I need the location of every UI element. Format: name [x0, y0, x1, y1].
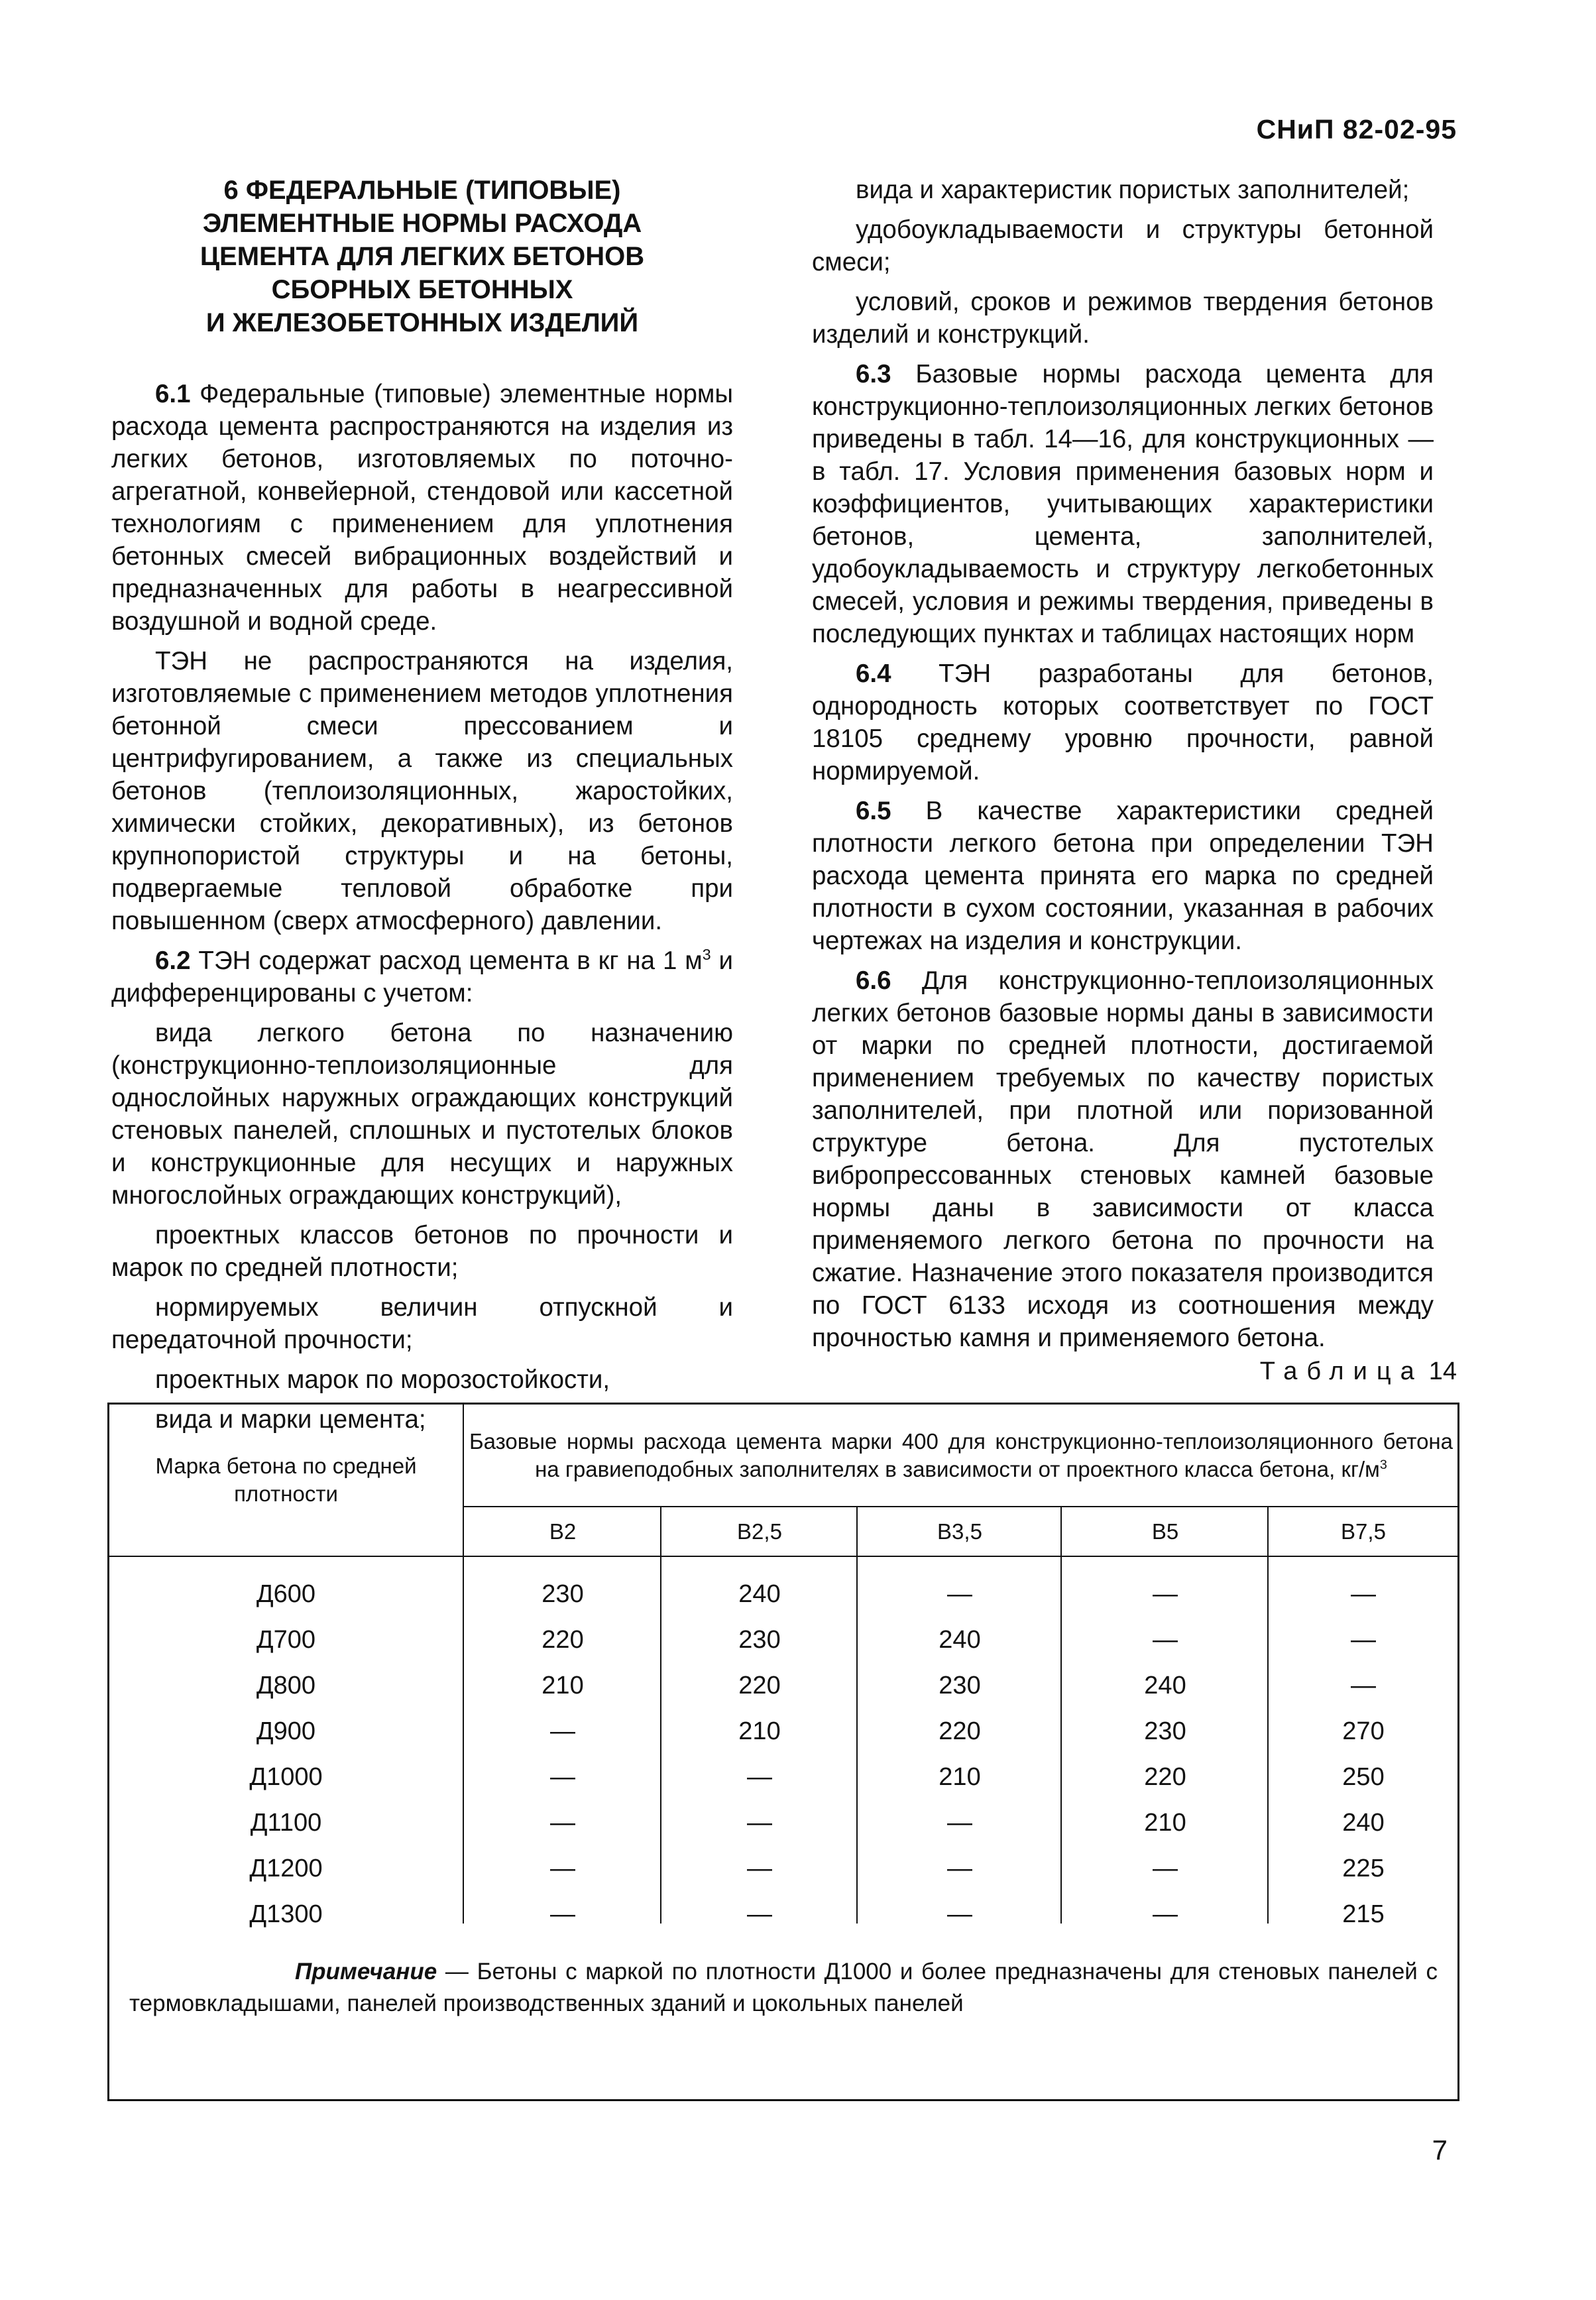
- column-header-cell: В2: [549, 1519, 577, 1544]
- section-title-line: И ЖЕЛЕЗОБЕТОННЫХ ИЗДЕЛИЙ: [205, 308, 639, 337]
- value-cell: —: [947, 1854, 972, 1882]
- section-title-line: 6 ФЕДЕРАЛЬНЫЕ (ТИПОВЫЕ): [223, 176, 621, 205]
- paragraph-number: 6.1: [155, 380, 191, 408]
- value-cell: 210: [939, 1762, 981, 1791]
- value-cell: —: [550, 1808, 575, 1837]
- document-code: СНиП 82-02-95: [1256, 114, 1457, 144]
- list-item: проектных марок по морозостойкости,: [155, 1365, 610, 1394]
- value-cell: 220: [939, 1717, 981, 1745]
- group-header-cell: [464, 1405, 1458, 1506]
- value-cell: —: [1153, 1854, 1178, 1882]
- table-rule: [1267, 1506, 1269, 1556]
- section-title-line: СБОРНЫХ БЕТОННЫХ: [271, 275, 573, 304]
- note-text: — Бетоны с маркой по плотности Д1000 и более предназначены для стеновых панелей с термовкладышами, панелей производственных зданий и цокольных панелей: [129, 1959, 1438, 2016]
- value-cell: 230: [542, 1580, 584, 1608]
- table-caption: [1260, 1357, 1457, 1386]
- section-title-line: ЦЕМЕНТА ДЛЯ ЛЕГКИХ БЕТОНОВ: [200, 242, 645, 271]
- list-item: удобоукладываемости и структуры бетонной смеси;: [812, 215, 1434, 276]
- value-cell: 240: [1342, 1808, 1385, 1837]
- right-column: [812, 174, 1434, 1361]
- grade-cell: Д1000: [249, 1762, 323, 1791]
- value-cell: 240: [939, 1625, 981, 1654]
- value-cell: —: [947, 1808, 972, 1837]
- column-header-cell: В2,5: [737, 1519, 782, 1544]
- value-cell: 210: [1144, 1808, 1186, 1837]
- list-item: нормируемых величин отпускной и передаточной прочности;: [111, 1293, 733, 1354]
- value-cell: —: [1351, 1580, 1376, 1608]
- table-rule: [109, 1556, 1457, 1557]
- value-cell: 240: [738, 1580, 781, 1608]
- paragraph-6-2: [111, 945, 733, 1009]
- value-cell: 240: [1144, 1671, 1186, 1699]
- section-title-line: ЭЛЕМЕНТНЫЕ НОРМЫ РАСХОДА: [202, 209, 642, 238]
- value-cell: 270: [1342, 1717, 1385, 1745]
- grade-cell: Д900: [256, 1717, 316, 1745]
- value-cell: —: [550, 1717, 575, 1745]
- value-cell: —: [747, 1854, 772, 1882]
- value-cell: —: [1351, 1671, 1376, 1699]
- paragraph-text: и дифференцированы с учетом:: [111, 947, 734, 1007]
- table-note: [129, 1956, 1438, 2020]
- paragraph-text: ТЭН содержат расход цемента в кг на 1 м: [190, 947, 703, 975]
- value-cell: —: [550, 1900, 575, 1928]
- cement-norms-table: [107, 1403, 1459, 2101]
- table-caption-number: 14: [1428, 1357, 1457, 1385]
- grade-cell: Д700: [256, 1625, 316, 1654]
- value-cell: —: [1153, 1625, 1178, 1654]
- group-header-main: Базовые нормы расхода цемента марки 400 для конструкционно-теплоизоляционного бетона на гравиеподобных заполнителях в зависимости от проектного класса бетона, кг/м: [469, 1428, 1453, 1481]
- column-header-cell: В3,5: [937, 1519, 982, 1544]
- value-cell: —: [1153, 1580, 1178, 1608]
- grade-cell: Д600: [256, 1580, 316, 1608]
- paragraph-number: 6.6: [856, 966, 891, 995]
- paragraph-number: 6.4: [856, 660, 891, 688]
- value-cell: —: [947, 1580, 972, 1608]
- list-item: вида легкого бетона по назначению (конструкционно-теплоизоляционные для однослойных наружных ограждающих конструкций стеновых панелей, сплошных и пустотелых блоков и конструкционные для несущих и наружных многослойных ограждающих конструкций),: [111, 1019, 733, 1210]
- grade-cell: Д1300: [249, 1900, 323, 1928]
- value-cell: 230: [738, 1625, 781, 1654]
- value-cell: 210: [542, 1671, 584, 1699]
- paragraph-text: Для конструкционно-теплоизоляционных легких бетонов базовые нормы даны в зависимости от марки по средней плотности, достигаемой применением требуемых по качеству пористых заполнителей, при плотной или поризованной структуре бетона. Для пустотелых вибропрессованных стеновых камней базовые нормы даны в зависимости от класса применяемого легкого бетона по прочности на сжатие. Назначение этого показателя производится по ГОСТ 6133 исходя из соотношения между прочностью камня и применяемого бетона.: [812, 966, 1434, 1352]
- left-column: [111, 174, 733, 1443]
- value-cell: —: [550, 1762, 575, 1791]
- value-cell: 230: [939, 1671, 981, 1699]
- paragraph-text: ТЭН разработаны для бетонов, однородность которых соответствует по ГОСТ 18105 среднему уровню прочности, равной нормируемой.: [812, 660, 1434, 785]
- paragraph-6-4: [812, 658, 1434, 787]
- column-header-cell: В7,5: [1341, 1519, 1386, 1544]
- value-cell: —: [1351, 1625, 1376, 1654]
- value-cell: —: [550, 1854, 575, 1882]
- table-rule: [856, 1506, 858, 1556]
- superscript: 3: [1379, 1457, 1387, 1472]
- row-header-cell: Марка бетона по средней плотности: [155, 1454, 417, 1506]
- paragraph-number: 6.3: [856, 360, 891, 388]
- value-cell: —: [1153, 1900, 1178, 1928]
- paragraph-text: В качестве характеристики средней плотности легкого бетона при определении ТЭН расхода цемента принята его марка по средней плотности в сухом состоянии, указанная в рабочих чертежах на изделия и конструкции.: [812, 797, 1434, 955]
- list-item: вида и характеристик пористых заполнителей;: [856, 176, 1410, 204]
- paragraph-text: Федеральные (типовые) элементные нормы расхода цемента распространяются на изделия из легких бетонов, изготовляемых по поточно-агрегатной, конвейерной, стендовой или кассетной технологиям с применением для уплотнения бетонных смесей вибрационных воздействий и предназначенных для работы в неагрессивной воздушной и водной среде.: [111, 380, 733, 636]
- list-item: вида и марки цемента;: [155, 1405, 426, 1434]
- column-header-cell: В5: [1151, 1519, 1179, 1544]
- value-cell: —: [947, 1900, 972, 1928]
- value-cell: 210: [738, 1717, 781, 1745]
- list-item: проектных классов бетонов по прочности и марок по средней плотности;: [111, 1221, 733, 1282]
- value-cell: 220: [1144, 1762, 1186, 1791]
- value-cell: 250: [1342, 1762, 1385, 1791]
- paragraph-ten-scope: ТЭН не распространяются на изделия, изготовляемые с применением методов уплотнения бетонной смеси прессованием и центрифугированием, а также из специальных бетонов (теплоизоляционных, жаростойких, химически стойких, декоративных), из бетонов крупнопористой структуры и на бетоны, подвергаемые тепловой обработке при повышенном (сверх атмосферного) давлении.: [111, 647, 733, 935]
- group-header-text: [469, 1428, 1453, 1483]
- paragraph-6-5: [812, 795, 1434, 957]
- grade-cell: Д800: [256, 1671, 316, 1699]
- note-label: Примечание: [295, 1959, 437, 1984]
- paragraph-text: Базовые нормы расхода цемента для конструкционно-теплоизоляционных легких бетонов приведены в табл. 14—16, для конструкционных — в табл. 17. Условия применения базовых норм и коэффициентов, учитывающих характеристики бетонов, цемента, заполнителей, удобоукладываемость и структуру легкобетонных смесей, условия и режимы твердения, приведены в последующих пунктах и таблицах настоящих норм: [812, 360, 1434, 648]
- paragraph-6-3: [812, 358, 1434, 650]
- paragraph-6-6: [812, 964, 1434, 1354]
- value-cell: —: [747, 1808, 772, 1837]
- page-number: 7: [1432, 2134, 1448, 2165]
- table-rule: [1060, 1506, 1062, 1556]
- value-cell: —: [747, 1762, 772, 1791]
- value-cell: 220: [738, 1671, 781, 1699]
- paragraph-6-1: [111, 378, 733, 638]
- grade-cell: Д1100: [250, 1808, 322, 1837]
- grade-cell: Д1200: [249, 1854, 323, 1882]
- value-cell: 225: [1342, 1854, 1385, 1882]
- superscript: 3: [702, 946, 711, 964]
- table-rule: [660, 1506, 661, 1556]
- value-cell: 220: [542, 1625, 584, 1654]
- paragraph-number: 6.5: [856, 797, 891, 825]
- value-cell: 215: [1342, 1900, 1385, 1928]
- list-item: условий, сроков и режимов твердения бетонов изделий и конструкций.: [812, 288, 1434, 349]
- table-caption-label: Таблица: [1259, 1357, 1424, 1385]
- value-cell: —: [747, 1900, 772, 1928]
- section-title: [111, 174, 733, 339]
- paragraph-number: 6.2: [155, 947, 191, 975]
- value-cell: 230: [1144, 1717, 1186, 1745]
